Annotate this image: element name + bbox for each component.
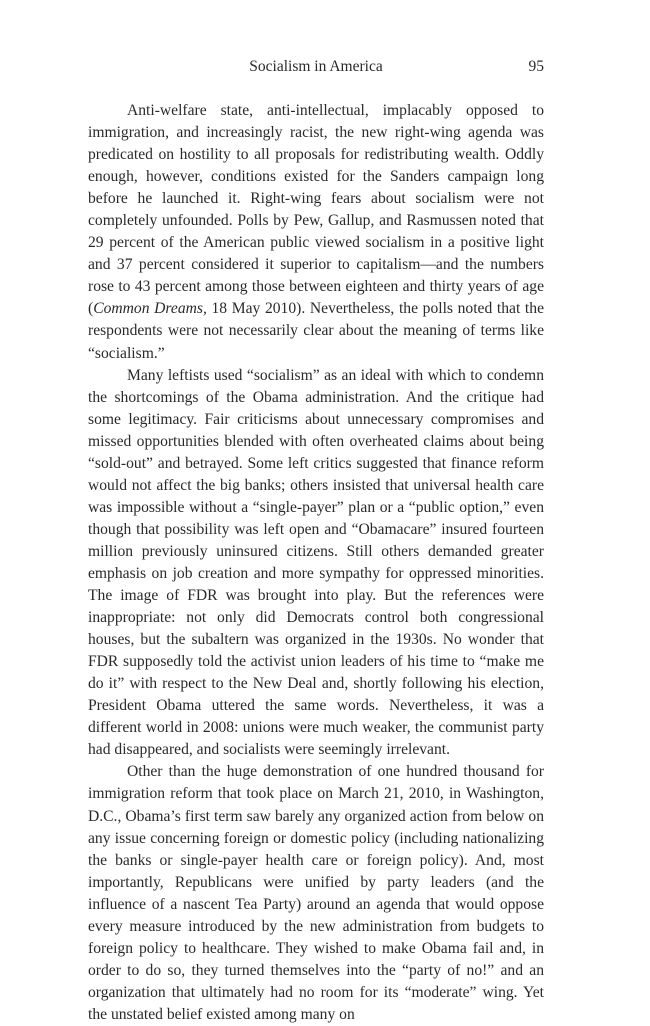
running-title: Socialism in America bbox=[249, 58, 383, 75]
paragraph-3: Other than the huge demonstration of one hundred thousand for immigration reform that took place on March 21, 2010, in Washington, D.C., Obama’s first term saw barely any organized action from below on any issue concerning foreign or domestic policy (including nationalizing the banks or single-payer health care or foreign policy). And, most importantly, Republicans were unified by party leaders (and the influence of a nascent Tea Party) around an agenda that would oppose every measure introduced by the new administration from budgets to foreign policy to healthcare. They wished to make Obama fail and, in order to do so, they turned themselves into the “party of no!” and an organization that ultimately had no room for its “moderate” wing. Yet the unstated belief existed among many on bbox=[88, 763, 544, 1023]
paragraph-1-text-start: Anti-welfare state, anti-intellectual, implacably opposed to immigration, and increasingly racist, the new right-wing agenda was predicated on hostility to all proposals for redistributing wealth. Oddly enough, however, conditions existed for the Sanders campaign long before he launched it. Right-wing fears about socialism were not completely unfounded. Polls by Pew, Gallup, and Rasmussen noted that 29 percent of the American public viewed socialism in a positive light and 37 percent considered it superior to capitalism—and the numbers rose to 43 percent among those between eighteen and thirty years of age ( bbox=[88, 102, 544, 318]
paragraph-1 bbox=[88, 100, 544, 365]
running-head bbox=[88, 58, 544, 82]
paragraph-1-text-end: 18 May 2010). Nevertheless, the polls noted that the respondents were not necessarily clear about the meaning of terms like “socialism.” bbox=[88, 300, 544, 362]
body-text bbox=[88, 100, 544, 1026]
paragraph-2: Many leftists used “socialism” as an ideal with which to condemn the shortcomings of the Obama administration. And the critique had some legitimacy. Fair criticisms about unnecessary compromises and missed opportunities blended with often overheated claims about being “sold-out” and betrayed. Some left critics suggested that finance reform would not affect the big banks; others insisted that universal health care was impossible without a “single-payer” plan or a “public option,” even though that possibility was left open and “Obamacare” insured fourteen million previously uninsured citizens. Still others demanded greater emphasis on job creation and more sympathy for oppressed minorities. The image of FDR was brought into play. But the references were inappropriate: not only did Democrats control both congressional houses, but the subaltern was organized in the 1930s. No wonder that FDR supposedly told the activist union leaders of his time to “make me do it” with respect to the New Deal and, shortly following his election, President Obama uttered the same words. Nevertheless, it was a different world in 2008: unions were much weaker, the communist party had disappeared, and socialists were seemingly irrelevant. bbox=[88, 366, 544, 759]
page-number: 95 bbox=[528, 58, 544, 75]
citation-title: Common Dreams, bbox=[93, 300, 207, 318]
